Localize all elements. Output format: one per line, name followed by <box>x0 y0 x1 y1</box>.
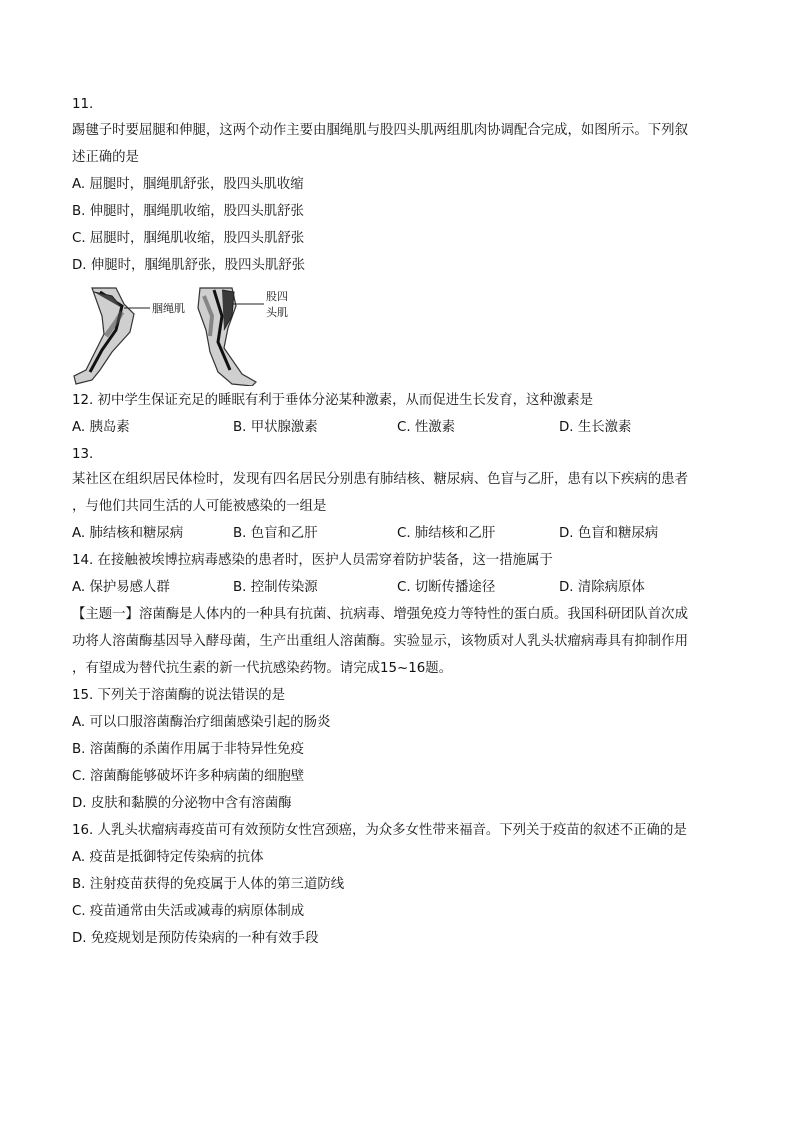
q14-option-a: A. 保护易感人群 <box>72 580 170 595</box>
quadriceps-label-line2: 头肌 <box>266 306 288 319</box>
q16-option-c: C. 疫苗通常由失活或减毒的病原体制成 <box>72 904 305 919</box>
q11-option-b: B. 伸腿时，腘绳肌收缩，股四头肌舒张 <box>72 204 304 219</box>
q16-option-b: B. 注射疫苗获得的免疫属于人体的第三道防线 <box>72 877 345 892</box>
q13-option-d: D. 色盲和糖尿病 <box>559 526 659 541</box>
quadriceps-label-line1: 股四 <box>266 290 288 303</box>
q15-stem: 15. 下列关于溶菌酶的说法错误的是 <box>72 688 286 703</box>
q11-option-d: D. 伸腿时，腘绳肌舒张，股四头肌舒张 <box>72 258 306 273</box>
q11-stem-line2: 述正确的是 <box>72 150 139 165</box>
q14-stem: 14. 在接触被埃博拉病毒感染的患者时，医护人员需穿着防护装备，这一措施属于 <box>72 553 553 568</box>
q12-stem: 12. 初中学生保证充足的睡眠有利于垂体分泌某种激素，从而促进生长发育，这种激素是 <box>72 393 594 408</box>
q12-option-c: C. 性激素 <box>397 420 456 435</box>
leg-muscle-figure <box>72 286 312 386</box>
straight-leg-drawing <box>198 288 288 386</box>
q13-option-c: C. 肺结核和乙肝 <box>397 526 496 541</box>
q14-option-d: D. 清除病原体 <box>559 580 645 595</box>
q16-stem: 16. 人乳头状瘤病毒疫苗可有效预防女性宫颈癌，为众多女性带来福音。下列关于疫苗的叙述不正确的是 <box>72 823 687 838</box>
q13-number: 13. <box>72 447 94 462</box>
theme1-line1: 【主题一】溶菌酶是人体内的一种具有抗菌、抗病毒、增强免疫力等特性的蛋白质。我国科研团队首次成 <box>72 607 688 622</box>
theme1-line2: 功将人溶菌酶基因导入酵母菌，生产出重组人溶菌酶。实验显示，该物质对人乳头状瘤病毒具有抑制作用 <box>72 634 688 649</box>
q11-number: 11. <box>72 97 94 112</box>
q12-option-b: B. 甲状腺激素 <box>233 420 318 435</box>
q16-option-d: D. 免疫规划是预防传染病的一种有效手段 <box>72 931 319 946</box>
bent-leg-drawing <box>74 288 185 384</box>
leg-muscle-illustration <box>72 286 312 386</box>
q15-option-c: C. 溶菌酶能够破坏许多种病菌的细胞壁 <box>72 769 305 784</box>
q14-option-c: C. 切断传播途径 <box>397 580 496 595</box>
q16-option-a: A. 疫苗是抵御特定传染病的抗体 <box>72 850 264 865</box>
q13-stem-line2: ，与他们共同生活的人可能被感染的一组是 <box>72 499 327 514</box>
q11-stem-line1: 踢毽子时要屈腿和伸腿，这两个动作主要由腘绳肌与股四头肌两组肌肉协调配合完成，如图所示。下列叙 <box>72 123 688 138</box>
q11-option-c: C. 屈腿时，腘绳肌收缩，股四头肌舒张 <box>72 231 305 246</box>
q15-option-d: D. 皮肤和黏膜的分泌物中含有溶菌酶 <box>72 796 292 811</box>
q13-option-a: A. 肺结核和糖尿病 <box>72 526 184 541</box>
q13-option-b: B. 色盲和乙肝 <box>233 526 318 541</box>
q14-option-b: B. 控制传染源 <box>233 580 318 595</box>
q13-stem-line1: 某社区在组织居民体检时，发现有四名居民分别患有肺结核、糖尿病、色盲与乙肝，患有以下疾病的患者 <box>72 472 688 487</box>
q12-option-a: A. 胰岛素 <box>72 420 130 435</box>
q15-option-a: A. 可以口服溶菌酶治疗细菌感染引起的肠炎 <box>72 715 331 730</box>
theme1-line3: ，有望成为替代抗生素的新一代抗感染药物。请完成15~16题。 <box>72 661 453 676</box>
hamstring-label: 腘绳肌 <box>152 302 185 315</box>
q11-option-a: A. 屈腿时，腘绳肌舒张，股四头肌收缩 <box>72 177 304 192</box>
q12-option-d: D. 生长激素 <box>559 420 632 435</box>
q15-option-b: B. 溶菌酶的杀菌作用属于非特异性免疫 <box>72 742 304 757</box>
